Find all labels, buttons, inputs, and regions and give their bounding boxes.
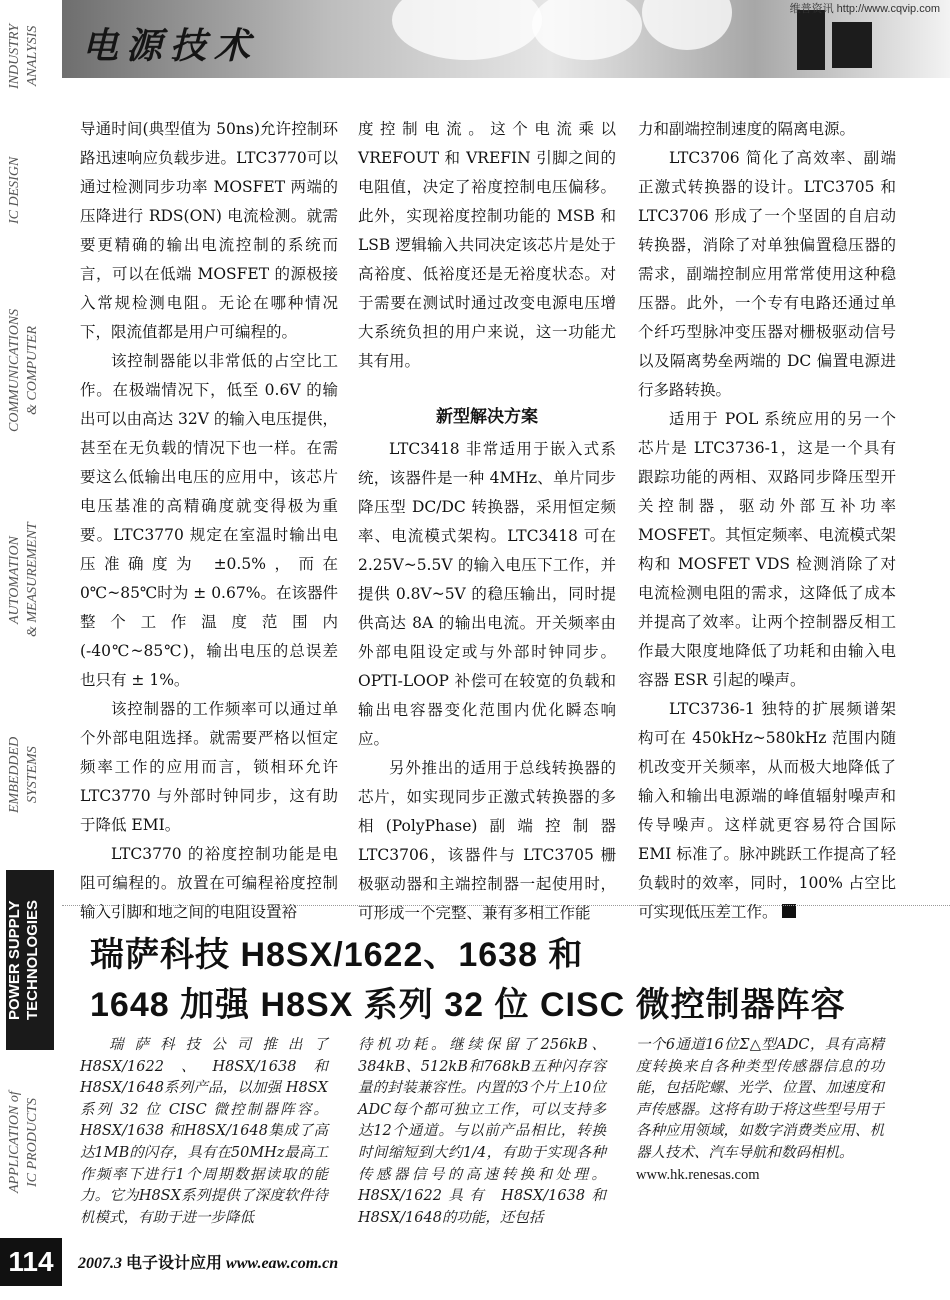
end-of-article-mark: [782, 904, 796, 918]
paragraph: 待机功耗。继续保留了256kB、384kB、512kB和768kB五种闪存容量的封装兼容性。内置的3个片上10位ADC每个都可独立工作，可以支持多达12个通道。与以前产品相比，转换时间缩短到大约1/4，有助于实现各种传感器信号的高速转换和处理。H8SX/1622具有 H8SX/1638和H8SX/1648的功能，还包括: [358, 1037, 606, 1226]
paragraph: 度控制电流。这个电流乘以 VREFOUT 和 VREFIN 引脚之间的电阻值，决定了裕度控制电压偏移。此外，实现裕度控制功能的 MSB 和 LSB 逻辑输入共同决定该芯片是处于高裕度、低裕度还是无裕度状态。对于需要在测试时通过改变电源电压增大系统负担的用户来说，这一功能尤其有用。: [358, 120, 616, 370]
section-header-banner: [62, 0, 950, 78]
watermark: 维普资讯 http://www.cqvip.com: [789, 3, 940, 15]
magazine-name: 电子设计应用: [126, 1255, 223, 1272]
paragraph: LTC3736-1 独特的扩展频谱架构可在 450kHz~580kHz 范围内随机改变开关频率，从而极大地降低了输入和输出电源端的峰值辐射噪声和传导噪声。这样就更容易符合国际 EMI 标准了。脉冲跳跃工作提高了轻负载时的效率，同时，100% 占空比可实现低压差工作。: [638, 700, 896, 921]
subheading: 新型解决方案: [436, 407, 538, 426]
headline-line-1: 瑞萨科技 H8SX/1622、1638 和: [90, 936, 584, 974]
paragraph: 适用于 POL 系统应用的另一个芯片是 LTC3736-1，这是一个具有跟踪功能的两相、双路同步降压型开关控制器，驱动外部互补功率 MOSFET。其恒定频率、电流模式架构和 MOSFET VDS 检测消除了对电流检测电阻的需求，这降低了成本并提高了效率。让两个控制器反相工作最大限度地降低了功耗和由输入电容器 ESR 引起的噪声。: [638, 410, 896, 689]
sidebar: [0, 0, 62, 1300]
paragraph: 该控制器能以非常低的占空比工作。在极端情况下，低至 0.6V 的输出可以由高达 32V 的输入电压提供，甚至在无负载的情况下也一样。在需要这么低输出电压的应用中，该芯片电压基准的高精确度就变得极为重要。LTC3770 规定在室温时输出电压准确度为 ±0.5%，而在 0℃~85℃时为 ± 0.67%。在该器件整个工作温度范围内(-40℃~85℃)，输出电压的总误差也只有 ± 1%。: [80, 352, 338, 689]
paragraph: 导通时间(典型值为 50ns)允许控制环路迅速响应负载步进。LTC3770可以通过检测同步功率 MOSFET 两端的压降进行 RDS(ON) 电流检测。就需要更精确的输出电流控制的系统而言，可以在低端 MOSFET 的源极接入常规检测电阻。无论在哪种情况下，限流值都是用户可编程的。: [80, 120, 338, 341]
sidebar-section-ic-products: APPLICATION of IC PRODUCTS: [7, 1091, 40, 1194]
sidebar-section-industry-analysis: INDUSTRY ANALYSIS: [7, 23, 40, 89]
article1-column-2: [358, 115, 616, 928]
paragraph: LTC3706 简化了高效率、副端正激式转换器的设计。LTC3705 和 LTC3706 形成了一个坚固的自启动转换器，消除了对单独偏置稳压器的需求，副端控制应用常常使用这种稳压器。此外，一个专有电路还通过单个纤巧型脉冲变压器对栅极驱动信号以及隔离势垒两端的 DC 偏置电源进行多路转换。: [638, 149, 896, 399]
paragraph: 力和副端控制速度的隔离电源。: [638, 120, 856, 138]
article1-column-3: [638, 115, 896, 927]
sidebar-section-power-supply: POWER SUPPLY TECHNOLOGIES: [6, 870, 54, 1050]
paragraph: 另外推出的适用于总线转换器的芯片，如实现同步正激式转换器的多相(PolyPhase)副端控制器 LTC3706，该器件与 LTC3705 栅极驱动器和主端控制器一起使用时，可形成一个完整、兼有多相工作能: [358, 759, 616, 922]
headline-line-2: 1648 加强 H8SX 系列 32 位 CISC 微控制器阵容: [90, 986, 846, 1024]
section-title: 电源技术: [82, 25, 259, 67]
page-number: 114: [0, 1238, 62, 1286]
article2-column-1: [80, 1035, 328, 1229]
company-url[interactable]: www.hk.renesas.com: [636, 1166, 760, 1183]
sidebar-section-embedded: EMBEDDED SYSTEMS: [7, 736, 40, 814]
paragraph: 一个6通道16位Σ△型ADC，具有高精度转换来自各种类型传感器信息的功能，包括陀螺、光学、位置、加速度和声传感器。这将有助于将这些型号用于各种应用领域，如数字消费类应用、机器人技术、汽车导航和数码相机。: [636, 1037, 884, 1161]
issue-date: 2007.3: [78, 1255, 122, 1272]
paragraph: 该控制器的工作频率可以通过单个外部电阻选择。就需要严格以恒定频率工作的应用而言，锁相环允许 LTC3770 与外部时钟同步，这有助于降低 EMI。: [80, 700, 338, 834]
paragraph: LTC3770 的裕度控制功能是电阻可编程的。放置在可编程裕度控制输入引脚和地之间的电阻设置裕: [80, 845, 338, 921]
article-divider: [62, 905, 950, 906]
sidebar-section-automation: AUTOMATION & MEASUREMENT: [7, 522, 40, 638]
page-footer: [78, 1250, 338, 1273]
article2-column-2: [358, 1035, 606, 1229]
sidebar-section-ic-design: IC DESIGN: [7, 156, 22, 224]
article2-headline: [90, 930, 930, 1030]
sidebar-section-communications: COMMUNICATIONS & COMPUTER: [7, 308, 40, 432]
paragraph: LTC3418 非常适用于嵌入式系统，该器件是一种 4MHz、单片同步降压型 DC/DC 转换器，采用恒定频率、电流模式架构。LTC3418 可在 2.25V~5.5V 的输入电压下工作，并提供 0.8V~5V 的稳压输出，同时提供高达 8A 的输出电流。开关频率由外部电阻设定或与外部时钟同步。OPTI-LOOP 补偿可在较宽的负载和输出电容器变化范围内优化瞬态响应。: [358, 440, 616, 748]
article1-column-1: [80, 115, 338, 927]
magazine-website[interactable]: www.eaw.com.cn: [226, 1255, 339, 1272]
article2-column-3: [636, 1035, 884, 1186]
paragraph: 瑞萨科技公司推出了 H8SX/1622、H8SX/1638和H8SX/1648系列产品，以加强 H8SX 系列 32 位 CISC 微控制器阵容。H8SX/1638 和H8SX/1648集成了高达1MB的闪存，具有在50MHz最高工作频率下进行1个周期数据读取的能力。它为H8SX系列提供了深度软件待机模式，有助于进一步降低: [80, 1037, 328, 1226]
